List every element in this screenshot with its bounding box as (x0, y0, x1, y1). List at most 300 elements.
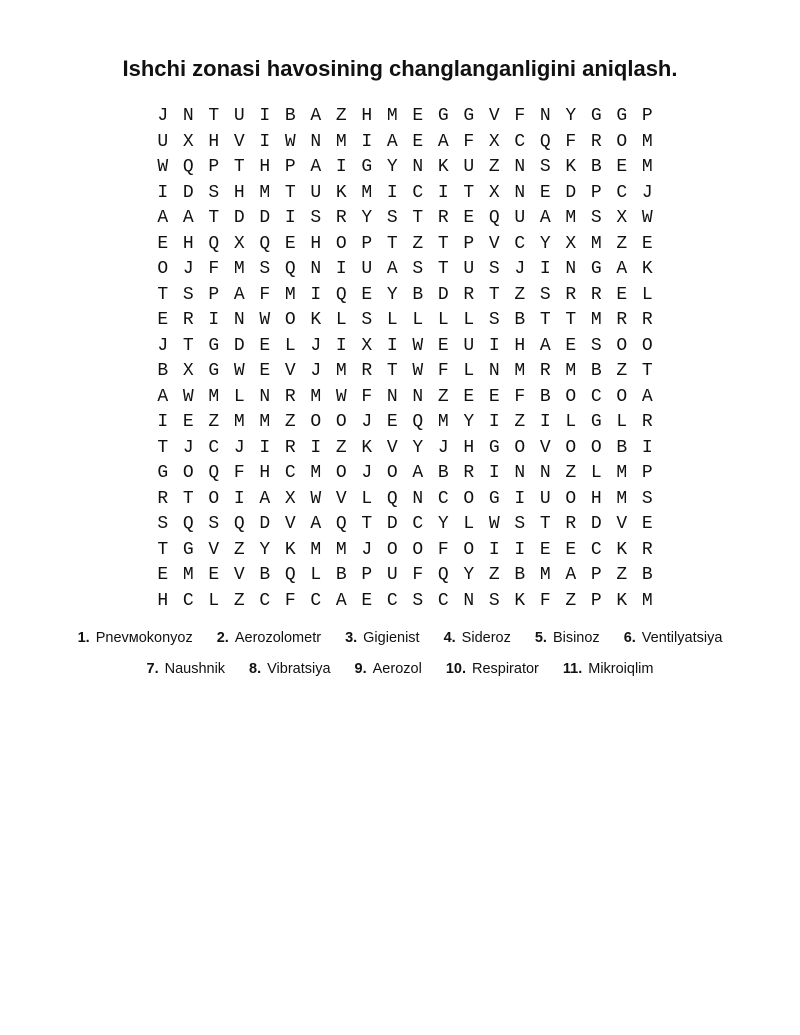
grid-cell[interactable]: I (157, 182, 169, 203)
grid-cell[interactable]: E (208, 565, 220, 585)
grid-cell[interactable]: J (157, 335, 169, 356)
grid-cell[interactable]: F (539, 590, 551, 611)
grid-cell[interactable]: L (310, 565, 322, 585)
grid-cell[interactable]: B (335, 565, 347, 585)
grid-cell[interactable]: Z (335, 106, 347, 126)
grid-cell[interactable]: J (514, 259, 526, 279)
grid-cell[interactable]: M (616, 488, 628, 509)
grid-cell[interactable]: P (463, 233, 475, 254)
grid-cell[interactable]: P (590, 565, 602, 585)
grid-cell[interactable]: T (233, 157, 245, 177)
grid-cell[interactable]: D (233, 335, 245, 356)
grid-cell[interactable]: I (335, 335, 347, 356)
grid-cell[interactable]: Z (488, 157, 500, 177)
grid-cell[interactable]: P (641, 463, 653, 483)
grid-cell[interactable]: A (310, 157, 322, 177)
grid-cell[interactable]: V (616, 514, 628, 534)
grid-cell[interactable]: D (259, 208, 271, 228)
grid-cell[interactable]: C (437, 590, 449, 611)
grid-cell[interactable]: J (233, 437, 245, 458)
grid-cell[interactable]: Z (233, 590, 245, 611)
grid-cell[interactable]: E (539, 539, 551, 560)
grid-cell[interactable]: L (616, 412, 628, 432)
grid-cell[interactable]: O (616, 335, 628, 356)
grid-cell[interactable]: M (641, 131, 653, 152)
grid-cell[interactable]: A (157, 386, 169, 407)
grid-cell[interactable]: N (233, 310, 245, 330)
grid-cell[interactable]: K (310, 310, 322, 330)
grid-cell[interactable]: N (514, 182, 526, 203)
grid-cell[interactable]: W (310, 488, 322, 509)
grid-cell[interactable]: M (335, 361, 347, 381)
grid-cell[interactable]: F (284, 590, 296, 611)
grid-cell[interactable]: N (412, 488, 424, 509)
grid-cell[interactable]: R (590, 131, 602, 152)
grid-cell[interactable]: T (565, 310, 577, 330)
grid-cell[interactable]: R (565, 514, 577, 534)
grid-cell[interactable]: W (284, 131, 296, 152)
grid-cell[interactable]: Q (437, 565, 449, 585)
grid-cell[interactable]: Y (386, 157, 398, 177)
grid-cell[interactable]: B (284, 106, 296, 126)
grid-cell[interactable]: X (488, 182, 500, 203)
grid-cell[interactable]: L (565, 412, 577, 432)
grid-cell[interactable]: B (590, 361, 602, 381)
grid-cell[interactable]: H (590, 488, 602, 509)
grid-cell[interactable]: I (361, 131, 373, 152)
grid-cell[interactable]: G (488, 437, 500, 458)
grid-cell[interactable]: C (284, 463, 296, 483)
grid-cell[interactable]: F (514, 106, 526, 126)
grid-cell[interactable]: O (616, 131, 628, 152)
grid-cell[interactable]: Q (259, 233, 271, 254)
grid-cell[interactable]: O (208, 488, 220, 509)
grid-cell[interactable]: Z (616, 361, 628, 381)
grid-cell[interactable]: E (259, 335, 271, 356)
grid-cell[interactable]: K (616, 590, 628, 611)
grid-cell[interactable]: N (539, 106, 551, 126)
grid-cell[interactable]: H (259, 157, 271, 177)
grid-cell[interactable]: Z (514, 412, 526, 432)
grid-cell[interactable]: W (641, 208, 653, 228)
grid-cell[interactable]: M (565, 361, 577, 381)
grid-cell[interactable]: Z (437, 386, 449, 407)
grid-cell[interactable]: I (157, 412, 169, 432)
grid-cell[interactable]: R (641, 412, 653, 432)
grid-cell[interactable]: V (386, 437, 398, 458)
grid-cell[interactable]: Z (335, 437, 347, 458)
grid-cell[interactable]: A (182, 208, 194, 228)
grid-cell[interactable]: J (182, 259, 194, 279)
grid-cell[interactable]: M (539, 565, 551, 585)
grid-cell[interactable]: A (437, 131, 449, 152)
grid-cell[interactable]: W (412, 335, 424, 356)
grid-cell[interactable]: I (335, 157, 347, 177)
grid-cell[interactable]: I (539, 259, 551, 279)
grid-cell[interactable]: D (590, 514, 602, 534)
grid-cell[interactable]: A (616, 259, 628, 279)
grid-cell[interactable]: J (157, 106, 169, 126)
grid-cell[interactable]: W (233, 361, 245, 381)
grid-cell[interactable]: N (182, 106, 194, 126)
grid-cell[interactable]: B (514, 565, 526, 585)
grid-cell[interactable]: V (284, 361, 296, 381)
grid-cell[interactable]: M (310, 386, 322, 407)
grid-cell[interactable]: P (361, 233, 373, 254)
grid-cell[interactable]: S (310, 208, 322, 228)
grid-cell[interactable]: A (335, 590, 347, 611)
grid-cell[interactable]: U (539, 488, 551, 509)
grid-cell[interactable]: H (259, 463, 271, 483)
grid-cell[interactable]: I (386, 182, 398, 203)
grid-cell[interactable]: M (616, 463, 628, 483)
grid-cell[interactable]: R (463, 284, 475, 305)
grid-cell[interactable]: T (208, 208, 220, 228)
grid-cell[interactable]: K (335, 182, 347, 203)
grid-cell[interactable]: I (259, 106, 271, 126)
grid-cell[interactable]: T (539, 514, 551, 534)
grid-cell[interactable]: O (641, 335, 653, 356)
grid-cell[interactable]: S (412, 259, 424, 279)
grid-cell[interactable]: Q (488, 208, 500, 228)
grid-cell[interactable]: S (488, 259, 500, 279)
grid-cell[interactable]: E (284, 233, 296, 254)
grid-cell[interactable]: U (361, 259, 373, 279)
grid-cell[interactable]: H (233, 182, 245, 203)
grid-cell[interactable]: K (641, 259, 653, 279)
grid-cell[interactable]: E (386, 412, 398, 432)
grid-cell[interactable]: E (565, 335, 577, 356)
grid-cell[interactable]: O (335, 463, 347, 483)
grid-cell[interactable]: S (590, 335, 602, 356)
grid-cell[interactable]: R (284, 386, 296, 407)
grid-cell[interactable]: M (386, 106, 398, 126)
grid-cell[interactable]: J (310, 361, 322, 381)
grid-cell[interactable]: Q (539, 131, 551, 152)
grid-cell[interactable]: X (233, 233, 245, 254)
grid-cell[interactable]: S (539, 284, 551, 305)
grid-cell[interactable]: X (284, 488, 296, 509)
grid-cell[interactable]: R (437, 208, 449, 228)
grid-cell[interactable]: E (437, 335, 449, 356)
grid-cell[interactable]: V (488, 106, 500, 126)
grid-cell[interactable]: M (590, 233, 602, 254)
grid-cell[interactable]: X (182, 361, 194, 381)
grid-cell[interactable]: T (412, 208, 424, 228)
grid-cell[interactable]: S (386, 208, 398, 228)
grid-cell[interactable]: Z (616, 233, 628, 254)
grid-cell[interactable]: G (157, 463, 169, 483)
grid-cell[interactable]: O (284, 310, 296, 330)
grid-cell[interactable]: N (514, 463, 526, 483)
grid-cell[interactable]: T (386, 361, 398, 381)
grid-cell[interactable]: W (335, 386, 347, 407)
grid-cell[interactable]: M (590, 310, 602, 330)
grid-cell[interactable]: Q (284, 259, 296, 279)
grid-cell[interactable]: M (361, 182, 373, 203)
grid-cell[interactable]: J (641, 182, 653, 203)
grid-cell[interactable]: T (488, 284, 500, 305)
grid-cell[interactable]: N (310, 131, 322, 152)
grid-cell[interactable]: E (182, 412, 194, 432)
grid-cell[interactable]: C (437, 488, 449, 509)
grid-cell[interactable]: R (565, 284, 577, 305)
grid-cell[interactable]: E (259, 361, 271, 381)
grid-cell[interactable]: Z (412, 233, 424, 254)
grid-cell[interactable]: T (386, 233, 398, 254)
grid-cell[interactable]: N (539, 463, 551, 483)
grid-cell[interactable]: U (514, 208, 526, 228)
grid-cell[interactable]: E (412, 131, 424, 152)
grid-cell[interactable]: C (412, 182, 424, 203)
grid-cell[interactable]: Y (463, 412, 475, 432)
grid-cell[interactable]: W (157, 157, 169, 177)
grid-cell[interactable]: I (488, 412, 500, 432)
grid-cell[interactable]: G (437, 106, 449, 126)
grid-cell[interactable]: Y (463, 565, 475, 585)
grid-cell[interactable]: J (361, 463, 373, 483)
grid-cell[interactable]: A (539, 208, 551, 228)
grid-cell[interactable]: Z (488, 565, 500, 585)
grid-cell[interactable]: N (488, 361, 500, 381)
grid-cell[interactable]: W (182, 386, 194, 407)
grid-cell[interactable]: F (514, 386, 526, 407)
grid-cell[interactable]: V (208, 539, 220, 560)
grid-cell[interactable]: I (386, 335, 398, 356)
grid-cell[interactable]: O (412, 539, 424, 560)
grid-cell[interactable]: Y (539, 233, 551, 254)
grid-cell[interactable]: J (437, 437, 449, 458)
grid-cell[interactable]: A (157, 208, 169, 228)
grid-cell[interactable]: S (182, 284, 194, 305)
grid-cell[interactable]: N (565, 259, 577, 279)
grid-cell[interactable]: A (233, 284, 245, 305)
grid-cell[interactable]: O (590, 437, 602, 458)
grid-cell[interactable]: Q (182, 157, 194, 177)
grid-cell[interactable]: N (412, 386, 424, 407)
grid-cell[interactable]: A (539, 335, 551, 356)
grid-cell[interactable]: Y (386, 284, 398, 305)
grid-cell[interactable]: C (208, 437, 220, 458)
grid-cell[interactable]: W (412, 361, 424, 381)
grid-cell[interactable]: R (463, 463, 475, 483)
grid-cell[interactable]: E (641, 514, 653, 534)
grid-cell[interactable]: N (259, 386, 271, 407)
grid-cell[interactable]: I (259, 437, 271, 458)
grid-cell[interactable]: A (386, 131, 398, 152)
grid-cell[interactable]: P (361, 565, 373, 585)
grid-cell[interactable]: V (335, 488, 347, 509)
grid-cell[interactable]: Y (412, 437, 424, 458)
grid-cell[interactable]: M (310, 463, 322, 483)
grid-cell[interactable]: T (641, 361, 653, 381)
grid-cell[interactable]: T (284, 182, 296, 203)
grid-cell[interactable]: L (463, 361, 475, 381)
grid-cell[interactable]: S (361, 310, 373, 330)
grid-cell[interactable]: E (157, 233, 169, 254)
grid-cell[interactable]: S (539, 157, 551, 177)
grid-cell[interactable]: P (208, 157, 220, 177)
grid-cell[interactable]: S (514, 514, 526, 534)
grid-cell[interactable]: K (361, 437, 373, 458)
grid-cell[interactable]: R (157, 488, 169, 509)
grid-cell[interactable]: U (386, 565, 398, 585)
grid-cell[interactable]: O (565, 437, 577, 458)
grid-cell[interactable]: V (233, 565, 245, 585)
grid-cell[interactable]: E (488, 386, 500, 407)
grid-cell[interactable]: B (590, 157, 602, 177)
grid-cell[interactable]: T (157, 284, 169, 305)
grid-cell[interactable]: E (157, 565, 169, 585)
grid-cell[interactable]: G (361, 157, 373, 177)
grid-cell[interactable]: N (386, 386, 398, 407)
grid-cell[interactable]: U (310, 182, 322, 203)
grid-cell[interactable]: F (361, 386, 373, 407)
grid-cell[interactable]: N (310, 259, 322, 279)
grid-cell[interactable]: F (259, 284, 271, 305)
grid-cell[interactable]: V (284, 514, 296, 534)
grid-cell[interactable]: P (641, 106, 653, 126)
grid-cell[interactable]: M (641, 157, 653, 177)
grid-cell[interactable]: A (641, 386, 653, 407)
grid-cell[interactable]: E (361, 590, 373, 611)
grid-cell[interactable]: T (463, 182, 475, 203)
grid-cell[interactable]: Q (233, 514, 245, 534)
grid-cell[interactable]: Z (514, 284, 526, 305)
grid-cell[interactable]: G (208, 335, 220, 356)
grid-cell[interactable]: P (590, 590, 602, 611)
grid-cell[interactable]: G (463, 106, 475, 126)
grid-cell[interactable]: G (590, 106, 602, 126)
grid-cell[interactable]: G (590, 259, 602, 279)
grid-cell[interactable]: O (386, 463, 398, 483)
grid-cell[interactable]: X (488, 131, 500, 152)
grid-cell[interactable]: C (412, 514, 424, 534)
grid-cell[interactable]: D (437, 284, 449, 305)
grid-cell[interactable]: I (335, 259, 347, 279)
grid-cell[interactable]: O (157, 259, 169, 279)
grid-cell[interactable]: R (539, 361, 551, 381)
grid-cell[interactable]: S (488, 310, 500, 330)
grid-cell[interactable]: S (412, 590, 424, 611)
grid-cell[interactable]: G (590, 412, 602, 432)
grid-cell[interactable]: M (335, 539, 347, 560)
grid-cell[interactable]: M (514, 361, 526, 381)
grid-cell[interactable]: D (259, 514, 271, 534)
grid-cell[interactable]: I (514, 539, 526, 560)
grid-cell[interactable]: E (641, 233, 653, 254)
grid-cell[interactable]: M (335, 131, 347, 152)
grid-cell[interactable]: R (361, 361, 373, 381)
grid-cell[interactable]: C (590, 386, 602, 407)
grid-cell[interactable]: N (514, 157, 526, 177)
grid-cell[interactable]: F (412, 565, 424, 585)
grid-cell[interactable]: E (539, 182, 551, 203)
grid-cell[interactable]: Q (208, 463, 220, 483)
grid-cell[interactable]: F (208, 259, 220, 279)
grid-cell[interactable]: S (641, 488, 653, 509)
grid-cell[interactable]: O (565, 488, 577, 509)
grid-cell[interactable]: L (463, 310, 475, 330)
grid-cell[interactable]: F (437, 361, 449, 381)
grid-cell[interactable]: B (259, 565, 271, 585)
grid-cell[interactable]: O (514, 437, 526, 458)
grid-cell[interactable]: M (641, 590, 653, 611)
grid-cell[interactable]: O (463, 488, 475, 509)
grid-cell[interactable]: X (565, 233, 577, 254)
grid-cell[interactable]: B (514, 310, 526, 330)
grid-cell[interactable]: B (616, 437, 628, 458)
grid-cell[interactable]: T (182, 335, 194, 356)
grid-cell[interactable]: D (233, 208, 245, 228)
grid-cell[interactable]: U (157, 131, 169, 152)
grid-cell[interactable]: Z (233, 539, 245, 560)
grid-cell[interactable]: C (514, 131, 526, 152)
grid-cell[interactable]: P (284, 157, 296, 177)
grid-cell[interactable]: I (259, 131, 271, 152)
grid-cell[interactable]: T (437, 233, 449, 254)
grid-cell[interactable]: F (233, 463, 245, 483)
grid-cell[interactable]: B (157, 361, 169, 381)
grid-cell[interactable]: U (463, 335, 475, 356)
grid-cell[interactable]: I (310, 284, 322, 305)
grid-cell[interactable]: U (233, 106, 245, 126)
grid-cell[interactable]: K (514, 590, 526, 611)
grid-cell[interactable]: E (157, 310, 169, 330)
grid-cell[interactable]: T (157, 539, 169, 560)
grid-cell[interactable]: I (208, 310, 220, 330)
grid-cell[interactable]: C (259, 590, 271, 611)
grid-cell[interactable]: T (157, 437, 169, 458)
grid-cell[interactable]: S (208, 182, 220, 203)
grid-cell[interactable]: L (233, 386, 245, 407)
grid-cell[interactable]: V (233, 131, 245, 152)
grid-cell[interactable]: O (335, 233, 347, 254)
grid-cell[interactable]: A (386, 259, 398, 279)
grid-cell[interactable]: E (361, 284, 373, 305)
grid-cell[interactable]: I (514, 488, 526, 509)
grid-cell[interactable]: U (463, 259, 475, 279)
grid-cell[interactable]: J (361, 412, 373, 432)
grid-cell[interactable]: A (565, 565, 577, 585)
grid-cell[interactable]: Y (437, 514, 449, 534)
grid-cell[interactable]: C (182, 590, 194, 611)
grid-cell[interactable]: G (616, 106, 628, 126)
grid-cell[interactable]: E (463, 208, 475, 228)
grid-cell[interactable]: R (590, 284, 602, 305)
grid-cell[interactable]: H (310, 233, 322, 254)
grid-cell[interactable]: T (539, 310, 551, 330)
grid-cell[interactable]: Q (208, 233, 220, 254)
grid-cell[interactable]: H (361, 106, 373, 126)
grid-cell[interactable]: M (233, 412, 245, 432)
grid-cell[interactable]: O (182, 463, 194, 483)
grid-cell[interactable]: L (284, 335, 296, 356)
grid-cell[interactable]: Y (259, 539, 271, 560)
grid-cell[interactable]: J (182, 437, 194, 458)
grid-cell[interactable]: K (565, 157, 577, 177)
grid-cell[interactable]: I (284, 208, 296, 228)
grid-cell[interactable]: T (361, 514, 373, 534)
grid-cell[interactable]: O (386, 539, 398, 560)
grid-cell[interactable]: M (284, 284, 296, 305)
grid-cell[interactable]: I (488, 539, 500, 560)
grid-cell[interactable]: B (437, 463, 449, 483)
grid-cell[interactable]: Q (182, 514, 194, 534)
grid-cell[interactable]: A (310, 106, 322, 126)
grid-cell[interactable]: V (539, 437, 551, 458)
grid-cell[interactable]: E (412, 106, 424, 126)
